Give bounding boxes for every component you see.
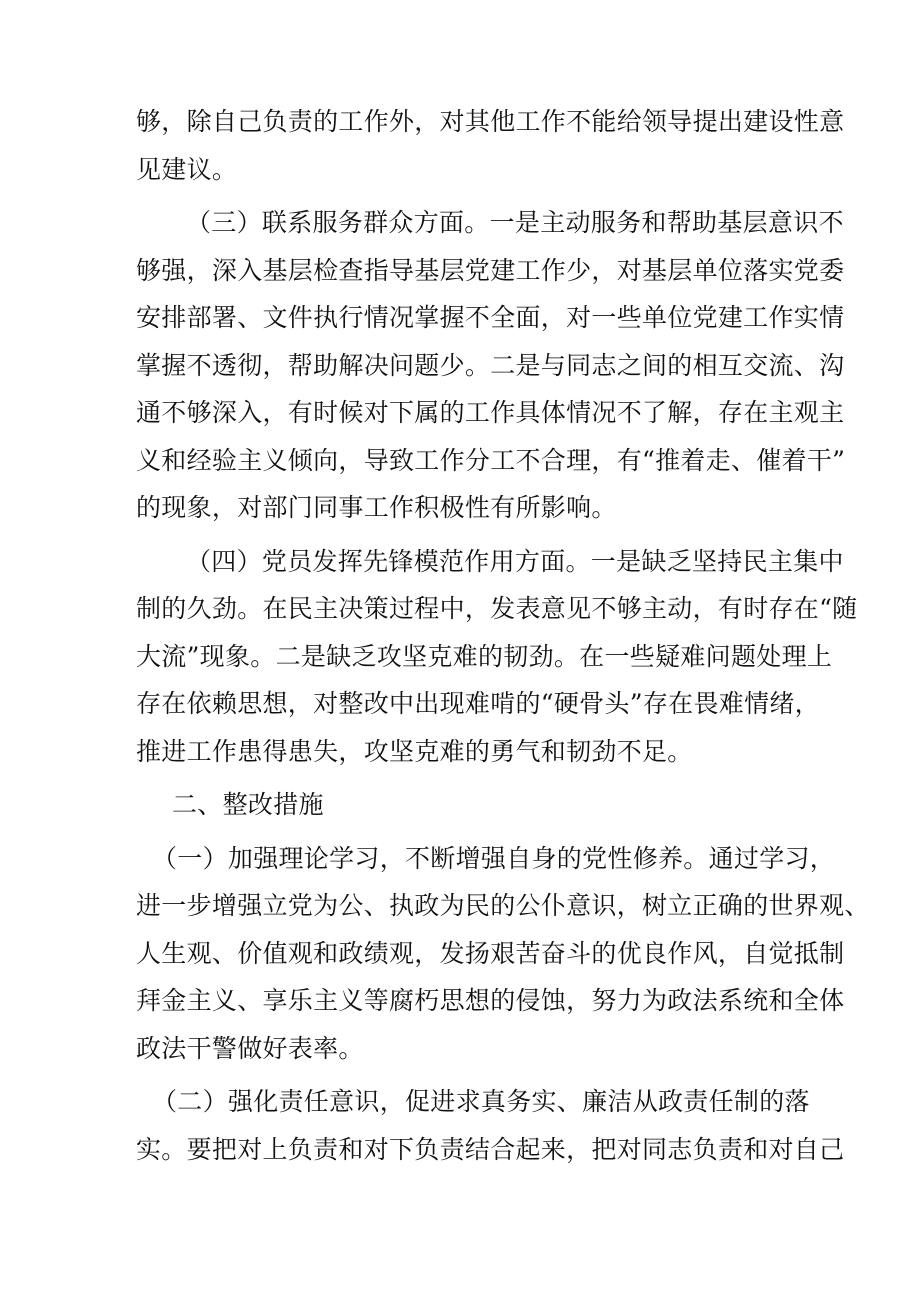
text-line: 通不够深入，有时候对下属的工作具体情况不了解，存在主观主: [136, 398, 845, 427]
text-line: （一）加强理论学习，不断增强自身的党性修养。通过学习，: [152, 843, 836, 873]
text-line: 推进工作患得患失，攻坚克难的勇气和韧劲不足。: [136, 736, 693, 766]
document-body: [136, 98, 870, 1173]
paragraph-section-4: [136, 538, 858, 776]
text-line: 安排部署、文件执行情况掌握不全面，对一些单位党建工作实情: [136, 303, 845, 332]
heading-rectification-measures: 二、整改措施: [172, 790, 324, 819]
text-line: （三）联系服务群众方面。一是主动服务和帮助基层意识不: [186, 208, 844, 237]
text-line: 掌握不透彻，帮助解决问题少。二是与同志之间的相互交流、沟: [136, 350, 845, 380]
text-line: （二）强化责任意识，促进求真务实、廉洁从政责任制的落: [152, 1087, 810, 1116]
paragraph-continuation: [136, 98, 845, 193]
text-line: 实。要把对上负责和对下负责结合起来，把对同志负责和对自己: [136, 1134, 845, 1164]
text-line: 义和经验主义倾向，导致工作分工不合理，有“推着走、催着干”: [136, 445, 846, 475]
text-line: 拜金主义、享乐主义等腐朽思想的侵蚀，努力为政法系统和全体: [136, 986, 845, 1015]
text-line: 够，除自己负责的工作外，对其他工作不能给领导提出建设性意: [136, 107, 845, 136]
paragraph-section-3: [136, 199, 846, 532]
text-line: 人生观、价值观和政绩观，发扬艰苦奋斗的优良作风，自觉抵制: [136, 938, 845, 968]
paragraph-measure-2: [136, 1078, 845, 1173]
text-line: 大流”现象。二是缺乏攻坚克难的韧劲。在一些疑难问题处理上: [136, 641, 833, 671]
text-line: 见建议。: [136, 154, 238, 184]
text-line: 的现象，对部门同事工作积极性有所影响。: [136, 493, 617, 522]
text-line: 够强，深入基层检查指导基层党建工作少，对基层单位落实党委: [136, 255, 845, 285]
text-line: 存在依赖思想，对整改中出现难啃的“硬骨头”存在畏难情绪，: [136, 689, 820, 718]
text-line: 政法干警做好表率。: [136, 1033, 364, 1063]
text-line: （四）党员发挥先锋模范作用方面。一是缺乏坚持民主集中: [186, 546, 844, 576]
section-heading: [136, 781, 796, 829]
paragraph-measure-1: [136, 835, 870, 1073]
text-line: 制的久劲。在民主决策过程中，发表意见不够主动，有时存在“随: [136, 594, 858, 623]
text-line: 进一步增强立党为公、执政为民的公仆意识，树立正确的世界观、: [136, 891, 870, 920]
